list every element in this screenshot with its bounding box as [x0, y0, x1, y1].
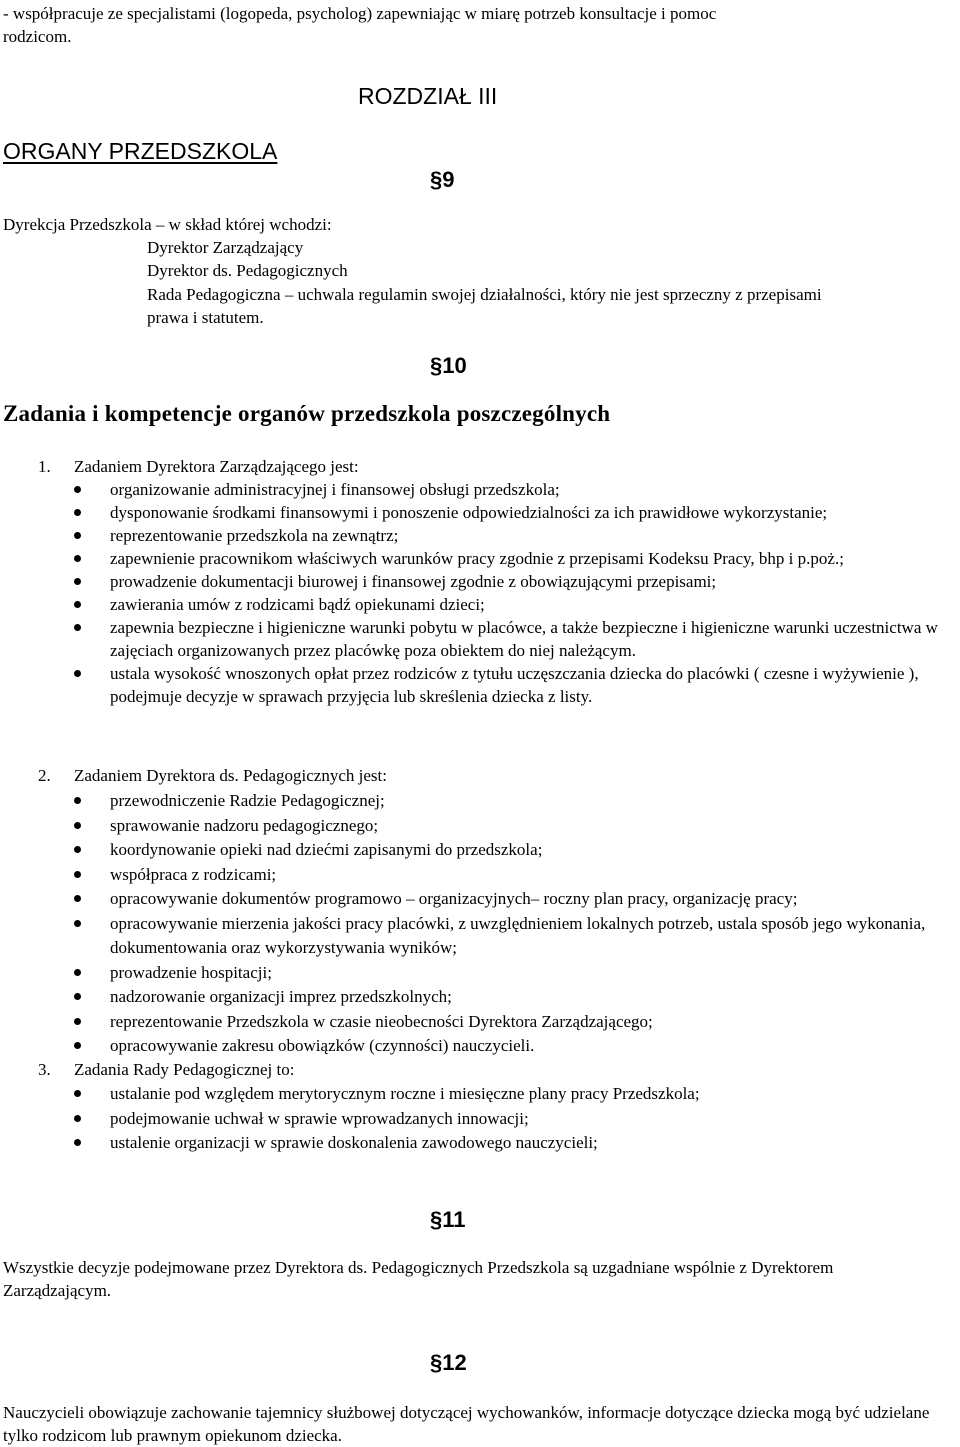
list-item: sprawowanie nadzoru pedagogicznego;: [74, 814, 958, 839]
list-item: reprezentowanie przedszkola na zewnątrz;: [74, 524, 958, 547]
bullet-icon: [74, 601, 81, 608]
section-2-list: [74, 789, 958, 1059]
decisions-paragraph: Wszystkie decyzje podejmowane przez Dyrektora ds. Pedagogicznych Przedszkola są uzgadniane wspólnie z Dyrektorem Zarządzającym.: [3, 1258, 834, 1300]
list-item: reprezentowanie Przedszkola w czasie nieobecności Dyrektora Zarządzającego;: [74, 1010, 958, 1035]
section-2-number: 2.: [38, 766, 51, 785]
list-item: opracowywanie dokumentów programowo – organizacyjnych– roczny plan pracy, organizację pracy;: [74, 887, 958, 912]
tasks-heading: Zadania i kompetencje organów przedszkola poszczególnych: [3, 401, 611, 426]
bullet-icon: [74, 822, 81, 829]
list-item: zapewnienie pracownikom właściwych warunków pracy zgodnie z przepisami Kodeksu Pracy, bhp i p.poż.;: [74, 547, 958, 570]
section-1-lead: Zadaniem Dyrektora Zarządzającego jest:: [74, 457, 359, 476]
bullet-icon: [74, 1042, 81, 1049]
section-2-lead: Zadaniem Dyrektora ds. Pedagogicznych jest:: [74, 766, 387, 785]
bullet-icon: [74, 920, 81, 927]
list-item: podejmowanie uchwał w sprawie wprowadzanych innowacji;: [74, 1107, 958, 1132]
list-item: ustala wysokość wnoszonych opłat przez rodziców z tytułu uczęszczania dziecka do placówki ( czesne i wyżywienie ), podejmuje decyzje w sprawach przyjęcia lub skreślenia dziecka z listy.: [74, 662, 958, 708]
bullet-icon: [74, 532, 81, 539]
list-item: ustalanie pod względem merytorycznym roczne i miesięczne plany pracy Przedszkola;: [74, 1082, 958, 1107]
list-item: przewodniczenie Radzie Pedagogicznej;: [74, 789, 958, 814]
list-item: dysponowanie środkami finansowymi i ponoszenie odpowiedzialności za ich prawidłowe wykorzystanie;: [74, 501, 958, 524]
bullet-icon: [74, 895, 81, 902]
intro-line-1: - współpracuje ze specjalistami (logopeda, psycholog) zapewniając w miarę potrzeb konsultacje i pomoc: [3, 4, 717, 23]
bullet-icon: [74, 486, 81, 493]
list-item: zapewnia bezpieczne i higieniczne warunki pobytu w placówce, a także bezpieczne i higieniczne warunki uczestnictwa w zajęciach organizowanych przez placówkę poza obiektem do niej należącym.: [74, 616, 958, 662]
bullet-icon: [74, 509, 81, 516]
bullet-icon: [74, 1090, 81, 1097]
intro-line-2: rodzicom.: [3, 27, 72, 46]
bullet-icon: [74, 969, 81, 976]
list-item: zawierania umów z rodzicami bądź opiekunami dzieci;: [74, 593, 958, 616]
list-item: koordynowanie opieki nad dziećmi zapisanymi do przedszkola;: [74, 838, 958, 863]
paragraph-10-heading: §10: [430, 353, 467, 378]
list-item: prowadzenie dokumentacji biurowej i finansowej zgodnie z obowiązującymi przepisami;: [74, 570, 958, 593]
bullet-icon: [74, 871, 81, 878]
bullet-icon: [74, 624, 81, 631]
directorate-lead: Dyrekcja Przedszkola – w skład której wchodzi:: [3, 215, 332, 234]
bullet-icon: [74, 1018, 81, 1025]
bullet-icon: [74, 578, 81, 585]
list-item: organizowanie administracyjnej i finansowej obsługi przedszkola;: [74, 478, 958, 501]
section-1-list: [74, 478, 958, 708]
bullet-icon: [74, 555, 81, 562]
paragraph-12-heading: §12: [430, 1350, 467, 1375]
bullet-icon: [74, 993, 81, 1000]
list-item: prowadzenie hospitacji;: [74, 961, 958, 986]
paragraph-9-heading: §9: [430, 167, 455, 192]
chapter-heading: ROZDZIAŁ III: [358, 83, 498, 109]
bullet-icon: [74, 846, 81, 853]
bullet-icon: [74, 670, 81, 677]
section-3-lead: Zadania Rady Pedagogicznej to:: [74, 1060, 295, 1079]
council-line-2: prawa i statutem.: [147, 308, 264, 327]
list-item: nadzorowanie organizacji imprez przedszkolnych;: [74, 985, 958, 1010]
list-item: opracowywanie zakresu obowiązków (czynności) nauczycieli.: [74, 1034, 958, 1059]
bullet-icon: [74, 1115, 81, 1122]
paragraph-11-heading: §11: [430, 1207, 466, 1232]
bullet-icon: [74, 797, 81, 804]
section-1-number: 1.: [38, 457, 51, 476]
list-item: opracowywanie mierzenia jakości pracy placówki, z uwzględnieniem lokalnych potrzeb, ustala sposób jego wykonania, dokumentowania oraz wykorzystywania wyników;: [74, 912, 958, 961]
directorate-item: Dyrektor ds. Pedagogicznych: [147, 261, 348, 280]
confidentiality-paragraph: Nauczycieli obowiązuje zachowanie tajemnicy służbowej dotyczącej wychowanków, informacje dotyczące dziecka mogą być udzielane tylko rodzicom lub prawnym opiekunom dziecka.: [3, 1403, 930, 1445]
bullet-icon: [74, 1139, 81, 1146]
organs-title: ORGANY PRZEDSZKOLA: [3, 138, 278, 164]
section-3-number: 3.: [38, 1060, 51, 1079]
list-item: ustalenie organizacji w sprawie doskonalenia zawodowego nauczycieli;: [74, 1131, 958, 1156]
section-3-list: [74, 1082, 958, 1156]
directorate-item: Dyrektor Zarządzający: [147, 238, 304, 257]
list-item: współpraca z rodzicami;: [74, 863, 958, 888]
council-line-1: Rada Pedagogiczna – uchwala regulamin swojej działalności, który nie jest sprzeczny z przepisami: [147, 285, 822, 304]
